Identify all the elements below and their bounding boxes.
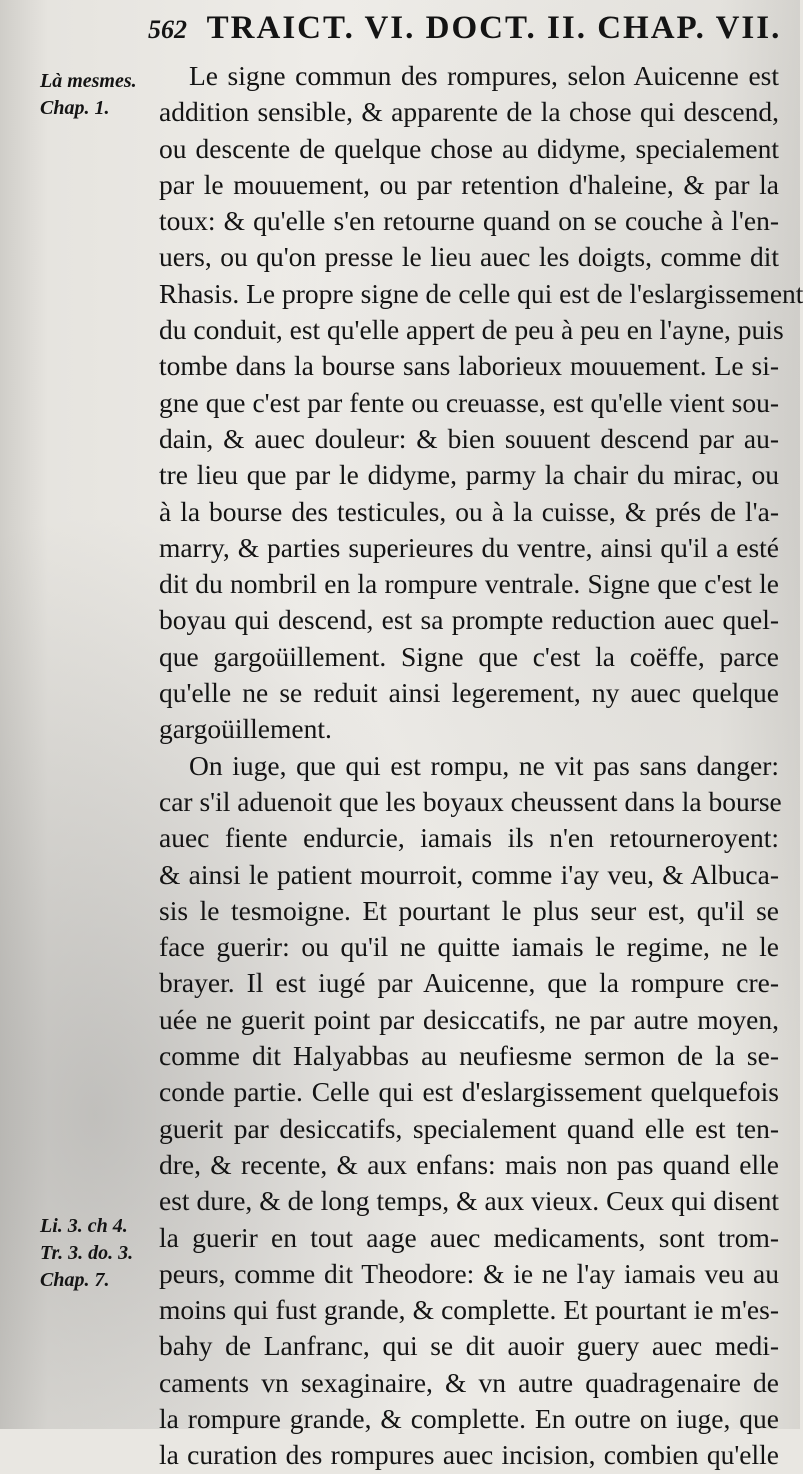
margin-note: Chap. 1.: [40, 97, 110, 119]
running-title: TRAICT. VI. DOCT. II. CHAP. VII.: [206, 10, 782, 46]
text-line: du conduit, est qu'elle appert de peu à peu en l'ayne, puis: [159, 314, 784, 346]
running-header: [148, 10, 788, 54]
text-line: gne que c'est par fente ou creuasse, est qu'elle vient sou-: [159, 386, 779, 418]
text-line: uée ne guerit point par desiccatifs, ne par autre moyen,: [159, 1003, 779, 1035]
text-line: marry, & parties superieures du ventre, ainsi qu'il a esté: [159, 531, 779, 563]
margin-note: Chap. 7.: [40, 1269, 110, 1291]
text-line: moins qui fust grande, & complette. Et pourtant ie m'es-: [159, 1294, 779, 1326]
text-line: Le signe commun des rompures, selon Auicenne est: [189, 60, 779, 91]
text-line: gargoüillement.: [159, 713, 332, 745]
text-line: tombe dans la bourse sans laborieux mouuement. Le si-: [159, 350, 779, 382]
text-line: caments vn sexaginaire, & vn autre quadragenaire de: [159, 1366, 779, 1398]
text-line: boyau qui descend, est sa prompte reduction auec quel-: [159, 604, 779, 636]
text-line: uers, ou qu'on presse le lieu auec les doigts, comme dit: [159, 241, 779, 273]
body-text: [159, 58, 803, 1471]
text-line: face guerir: ou qu'il ne quitte iamais le regime, ne le: [159, 931, 779, 963]
text-line: car s'il aduenoit que les boyaux cheussent dans la bourse: [159, 785, 782, 817]
text-line: est dure, & de long temps, & aux vieux. Ceux qui disent: [159, 1185, 779, 1217]
text-line: comme dit Halyabbas au neufiesme sermon de la se-: [159, 1040, 779, 1072]
text-line: Rhasis. Le propre signe de celle qui est de l'eslargissement: [159, 277, 803, 309]
text-line: dre, & recente, & aux enfans: mais non pas quand elle: [159, 1148, 779, 1180]
text-line: dit du nombril en la rompure ventrale. Signe que c'est le: [159, 568, 779, 600]
text-line: brayer. Il est iugé par Auicenne, que la rompure cre-: [159, 967, 779, 999]
text-line: On iuge, que qui est rompu, ne vit pas sans danger:: [189, 749, 779, 781]
page-number: 562: [148, 15, 187, 44]
text-line: dain, & auec douleur: & bien souuent descend par au-: [159, 422, 779, 454]
text-line: la curation des rompures auec incision, combien qu'elle: [159, 1439, 779, 1471]
text-line: bahy de Lanfranc, qui se dit auoir guery auec medi-: [159, 1330, 779, 1362]
text-line: peurs, comme dit Theodore: & ie ne l'ay iamais veu au: [159, 1257, 779, 1289]
text-line: que gargoüillement. Signe que c'est la coëffe, parce: [159, 640, 779, 672]
text-line: toux: & qu'elle s'en retourne quand on se couche à l'en-: [159, 205, 779, 237]
text-line: & ainsi le patient mourroit, comme i'ay veu, & Albuca-: [159, 858, 779, 890]
text-line: sis le tesmoigne. Et pourtant le plus seur est, qu'il se: [159, 894, 779, 926]
text-line: conde partie. Celle qui est d'eslargissement quelquefois: [159, 1076, 779, 1108]
text-line: à la bourse des testicules, ou à la cuisse, & prés de l'a-: [159, 495, 779, 527]
text-line: par le mouuement, ou par retention d'haleine, & par la: [159, 168, 779, 200]
text-line: qu'elle ne se reduit ainsi legerement, ny auec quelque: [159, 677, 779, 709]
text-line: addition sensible, & apparente de la chose qui descend,: [159, 96, 779, 128]
margin-note: Tr. 3. do. 3.: [40, 1242, 134, 1264]
text-line: ou descente de quelque chose au didyme, specialement: [159, 132, 779, 164]
text-line: la guerir en tout aage auec medicaments, sont trom-: [159, 1221, 779, 1253]
text-line: guerit par desiccatifs, specialement quand elle est ten-: [159, 1112, 779, 1144]
text-line: la rompure grande, & complette. En outre on iuge, que: [159, 1402, 779, 1434]
margin-note: Li. 3. ch 4.: [40, 1215, 128, 1237]
text-line: auec fiente endurcie, iamais ils n'en retourneroyent:: [159, 822, 779, 854]
margin-note: Là mesmes.: [40, 70, 137, 92]
text-line: tre lieu que par le didyme, parmy la chair du mirac, ou: [159, 459, 779, 491]
